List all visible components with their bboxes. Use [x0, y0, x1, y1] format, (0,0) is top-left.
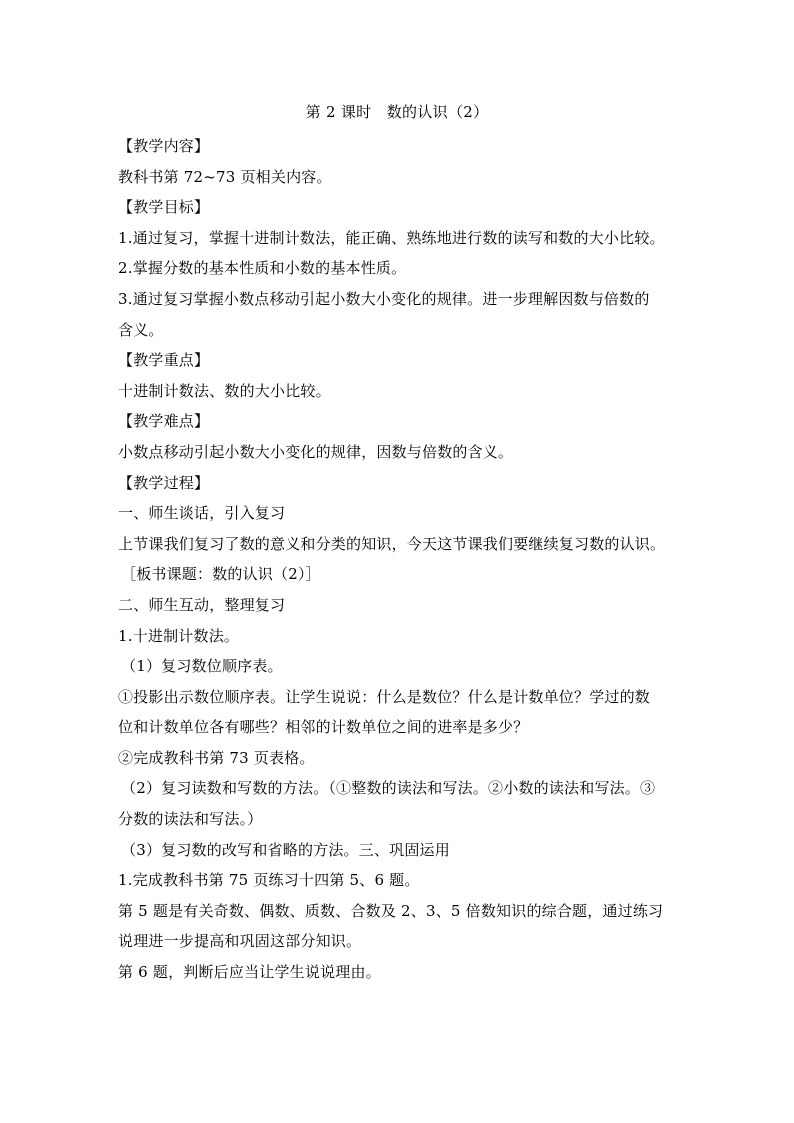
subsection-heading: 二、师生互动，整理复习: [118, 595, 286, 614]
section-heading-key-points: 【教学重点】: [118, 351, 210, 370]
section-heading-content: 【教学内容】: [118, 137, 210, 155]
paragraph-text: 第 5 题是有关奇数、偶数、质数、合数及 2、3、5 倍数知识的综合题，通过练习: [118, 901, 664, 920]
list-item: （1）复习数位顺序表。: [121, 657, 283, 676]
paragraph-text: 小数点移动引起小数大小变化的规律，因数与倍数的含义。: [118, 442, 514, 461]
list-item: （2）复习读数和写数的方法。（①整数的读法和写法。②小数的读法和写法。③: [121, 779, 656, 798]
objective-item-2: 2.掌握分数的基本性质和小数的基本性质。: [118, 259, 407, 278]
list-item: 1.十进制计数法。: [118, 626, 240, 645]
paragraph-text: 位和计数单位各有哪些？相邻的计数单位之间的进率是多少？: [118, 718, 529, 737]
paragraph-text: ②完成教科书第 73 页表格。: [118, 748, 315, 767]
paragraph-text: 教科书第 72~73 页相关内容。: [118, 167, 332, 186]
paragraph-text: 说理进一步提高和巩固这部分知识。: [118, 932, 362, 951]
subsection-heading: 一、师生谈话，引入复习: [118, 504, 286, 523]
document-body: [118, 131, 684, 988]
lesson-title: 第 2 课时 数的认识（2）: [305, 103, 489, 121]
paragraph-text: 分数的读法和写法。）: [118, 810, 263, 829]
section-heading-process: 【教学过程】: [118, 473, 210, 492]
paragraph-text: 上节课我们复习了数的意义和分类的知识，今天这节课我们要继续复习数的认识。: [118, 534, 666, 553]
board-title-note: ［板书课题：数的认识（2）］: [121, 565, 321, 584]
section-heading-objectives: 【教学目标】: [118, 198, 210, 217]
section-heading-difficulties: 【教学难点】: [118, 412, 210, 431]
objective-item-3: 3.通过复习掌握小数点移动引起小数大小变化的规律。进一步理解因数与倍数的: [118, 289, 650, 308]
list-item: 1.完成教科书第 75 页练习十四第 5、6 题。: [118, 871, 420, 890]
objective-item-1: 1.通过复习，掌握十进制计数法，能正确、熟练地进行数的读写和数的大小比较。: [118, 228, 665, 247]
objective-item-3-continued: 含义。: [118, 320, 164, 339]
paragraph-text: 第 6 题，判断后应当让学生说说理由。: [118, 963, 381, 982]
paragraph-text: ①投影出示数位顺序表。让学生说说：什么是数位？什么是计数单位？学过的数: [118, 687, 651, 706]
list-item: （3）复习数的改写和省略的方法。三、巩固运用: [121, 840, 450, 859]
paragraph-text: 十进制计数法、数的大小比较。: [118, 381, 331, 400]
